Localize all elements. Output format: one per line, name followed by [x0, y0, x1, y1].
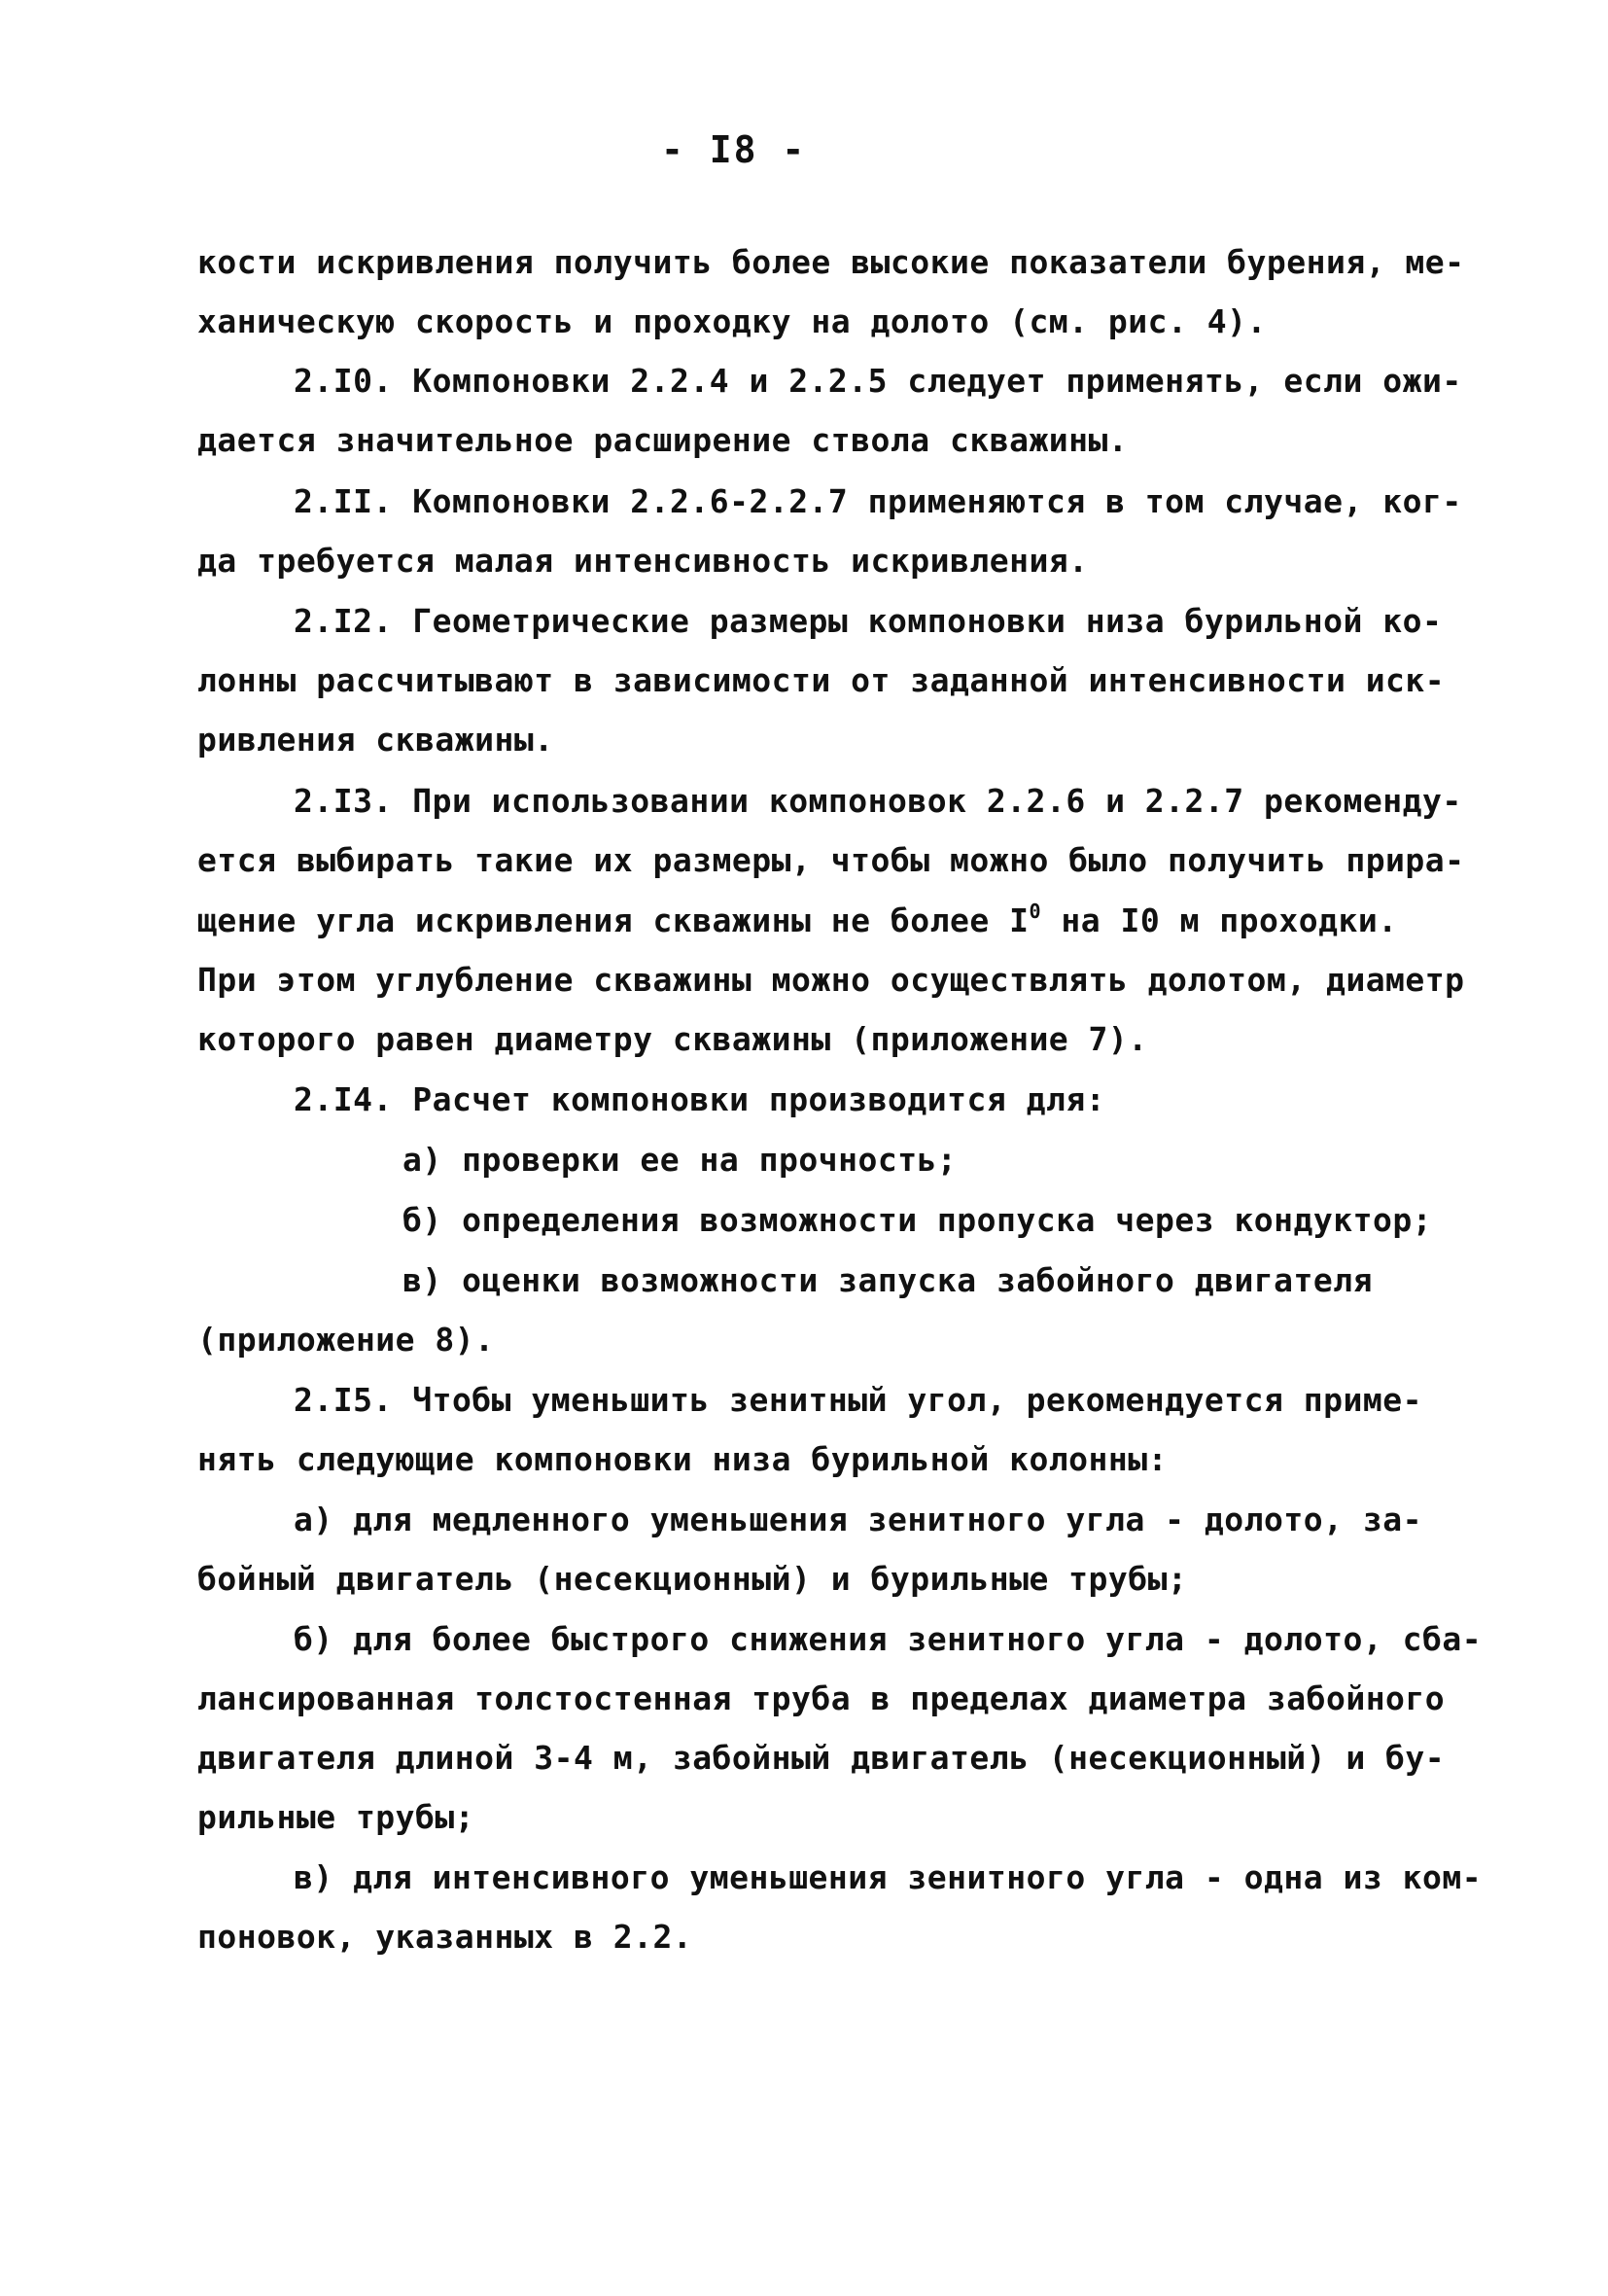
- text-line: ется выбирать такие их размеры, чтобы можно было получить прира-: [197, 841, 1465, 879]
- text-line: лансированная толстостенная труба в пределах диаметра забойного: [197, 1679, 1446, 1717]
- text-line: дается значительное расширение ствола скважины.: [197, 421, 1129, 459]
- text-segment: на I0 м проходки.: [1041, 901, 1398, 939]
- list-item-c: в) оценки возможности запуска забойного двигателя: [402, 1261, 1374, 1299]
- paragraph-2-12: 2.I2. Геометрические размеры компоновки низа бурильной ко-: [294, 602, 1443, 640]
- text-line: двигателя длиной 3-4 м, забойный двигатель (несекционный) и бу-: [197, 1739, 1446, 1777]
- text-line: поновок, указанных в 2.2.: [197, 1918, 693, 1956]
- list-item-b: б) определения возможности пропуска через кондуктор;: [402, 1201, 1433, 1239]
- text-line: ривления скважины.: [197, 721, 554, 759]
- text-line: ханическую скорость и проходку на долото (см. рис. 4).: [197, 302, 1267, 340]
- list-item-a: а) проверки ее на прочность;: [402, 1141, 958, 1179]
- list-item-b: б) для более быстрого снижения зенитного угла - долото, сба-: [294, 1620, 1483, 1658]
- paragraph-2-14: 2.I4. Расчет компоновки производится для:: [294, 1080, 1106, 1118]
- text-line-with-degree: [197, 901, 1398, 939]
- text-line: лонны рассчитывают в зависимости от заданной интенсивности иск-: [197, 661, 1446, 699]
- text-line: При этом углубление скважины можно осуществлять долотом, диаметр: [197, 961, 1465, 999]
- paragraph-2-11: 2.II. Компоновки 2.2.6-2.2.7 применяются в том случае, ког-: [294, 482, 1462, 520]
- paragraph-2-13: 2.I3. При использовании компоновок 2.2.6 и 2.2.7 рекоменду-: [294, 782, 1462, 820]
- page-number: - I8 -: [661, 128, 807, 171]
- list-item-c: в) для интенсивного уменьшения зенитного угла - одна из ком-: [294, 1858, 1483, 1896]
- text-line: рильные трубы;: [197, 1798, 475, 1836]
- text-line: кости искривления получить более высокие показатели бурения, ме-: [197, 243, 1465, 281]
- paragraph-2-15: 2.I5. Чтобы уменьшить зенитный угол, рекомендуется приме-: [294, 1381, 1422, 1419]
- list-item-a: а) для медленного уменьшения зенитного угла - долото, за-: [294, 1501, 1422, 1538]
- text-segment: щение угла искривления скважины не более I: [197, 901, 1030, 939]
- degree-superscript: 0: [1029, 900, 1041, 923]
- text-line: нять следующие компоновки низа бурильной колонны:: [197, 1440, 1169, 1478]
- text-line: (приложение 8).: [197, 1321, 495, 1359]
- text-line: которого равен диаметру скважины (приложение 7).: [197, 1020, 1148, 1058]
- text-line: бойный двигатель (несекционный) и бурильные трубы;: [197, 1560, 1188, 1598]
- text-line: да требуется малая интенсивность искривления.: [197, 542, 1089, 580]
- paragraph-2-10: 2.I0. Компоновки 2.2.4 и 2.2.5 следует применять, если ожи-: [294, 362, 1462, 400]
